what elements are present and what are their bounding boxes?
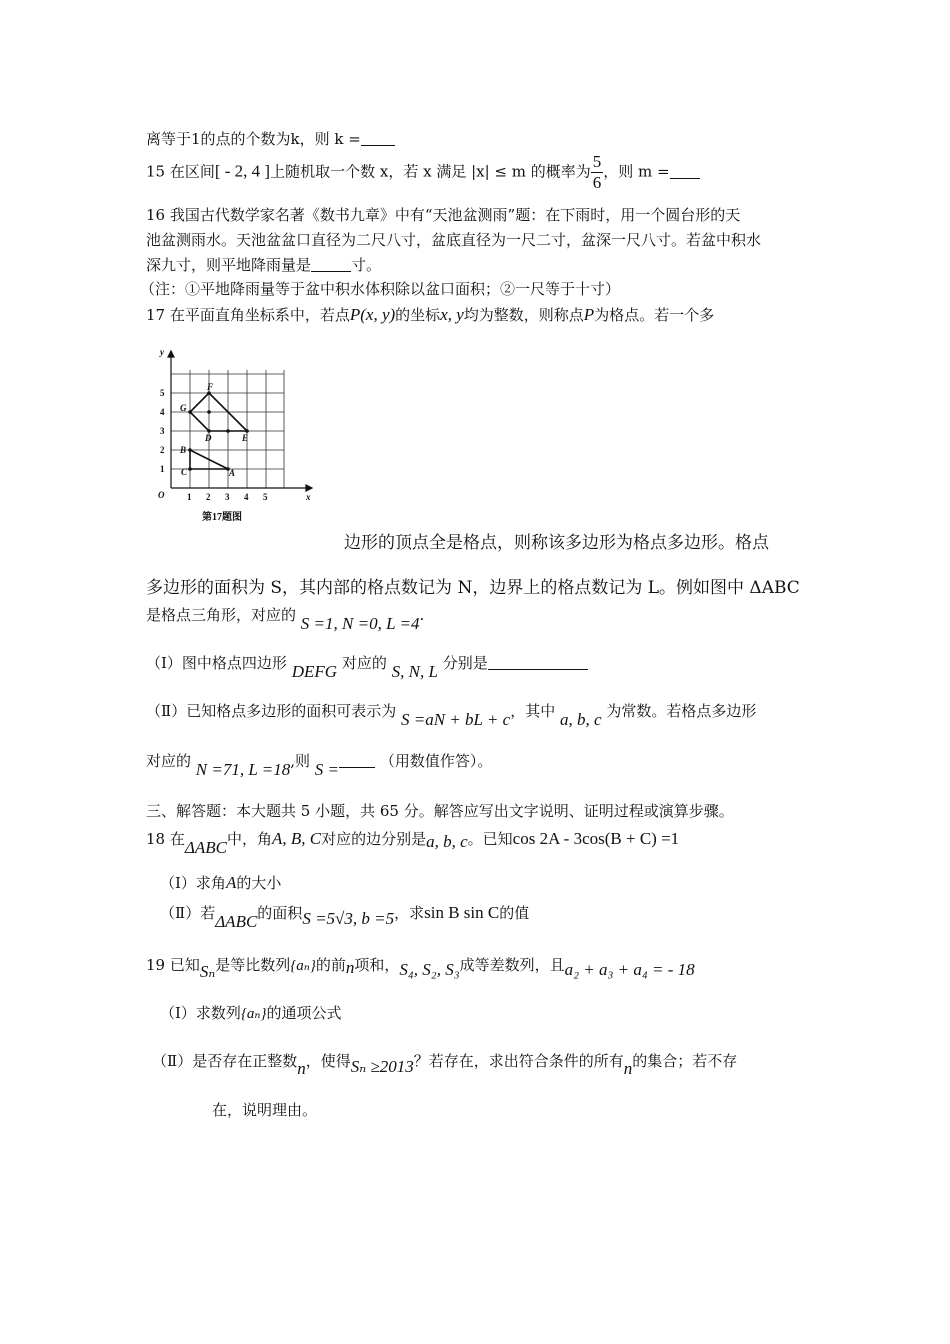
question-18: 18 在ΔABC中，角A, B, C对应的边分别是a, b, c。已知cos 2A - 3cos(B + C) =1 bbox=[146, 829, 680, 857]
point-label-d: D bbox=[205, 433, 212, 443]
x-tick-1: 1 bbox=[187, 492, 192, 502]
x-tick-2: 2 bbox=[206, 492, 211, 502]
question-16-line2: 池盆测雨水。天池盆盆口直径为二尺八寸，盆底直径为一尺二寸，盆深一尺八寸。若盆中积水 bbox=[146, 231, 762, 249]
question-17-part1: （Ⅰ）图中格点四边形 DEFG 对应的 S, N, L 分别是 bbox=[146, 652, 588, 673]
question-16-line3: 深九寸，则平地降雨量是 寸。 bbox=[146, 256, 382, 274]
section-3-heading: 三、解答题：本大题共 5 小题，共 65 分。解答应写出文字说明、证明过程或演算步骤。 bbox=[146, 802, 734, 820]
y-tick-3: 3 bbox=[160, 426, 165, 436]
answer-blank bbox=[311, 271, 351, 272]
axis-y-label: y bbox=[160, 348, 164, 357]
answer-blank bbox=[361, 145, 395, 146]
y-tick-1: 1 bbox=[160, 464, 165, 474]
lattice-figure bbox=[146, 348, 316, 526]
question-19-part2-cont: 在，说明理由。 bbox=[212, 1101, 318, 1119]
question-17-line1: 17 在平面直角坐标系中，若点P(x, y)的坐标x, y均为整数，则称点P为格点。若一个多 bbox=[146, 305, 715, 324]
y-tick-5: 5 bbox=[160, 388, 165, 398]
question-17-line2: 边形的顶点全是格点，则称该多边形为格点多边形。格点 bbox=[344, 533, 769, 553]
answer-blank bbox=[488, 669, 588, 670]
question-17-part2: （Ⅱ）已知格点多边形的面积可表示为 S =aN + bL + c，其中 a, b, c 为常数。若格点多边形 bbox=[146, 702, 757, 729]
point-label-b: B bbox=[180, 445, 187, 455]
origin-label: O bbox=[158, 490, 165, 500]
y-tick-2: 2 bbox=[160, 445, 165, 455]
axis-x-label: x bbox=[306, 492, 311, 502]
figure-caption: 第17题图 bbox=[202, 512, 242, 523]
x-tick-4: 4 bbox=[244, 492, 249, 502]
point-label-g: G bbox=[180, 403, 187, 413]
answer-blank bbox=[670, 178, 700, 179]
point-label-e: E bbox=[242, 433, 249, 443]
question-19-part2: （Ⅱ）是否存在正整数n，使得Sₙ ≥2013？若存在，求出符合条件的所有n的集合；若不存 bbox=[152, 1052, 738, 1078]
answer-blank bbox=[339, 767, 375, 768]
question-15: 15 在区间[ - 2, 4 ]上随机取一个数 x，若 x 满足 |x| ≤ m 的概率为 $\frac{5}{6}$ ，则 m = bbox=[146, 152, 700, 193]
question-18-part1: （Ⅰ）求角A的大小 bbox=[160, 873, 282, 892]
point-label-a: A bbox=[229, 468, 236, 478]
question-19-part1: （Ⅰ）求数列{aₙ}的通项公式 bbox=[160, 1004, 342, 1022]
point-label-f: F bbox=[207, 382, 214, 392]
x-tick-3: 3 bbox=[225, 492, 230, 502]
question-16-line1: 16 我国古代数学家名著《数书九章》中有“天池盆测雨”题：在下雨时，用一个圆台形的天 bbox=[146, 206, 741, 224]
question-17-part2-cont: 对应的 N =71, L =18,则 S = （用数值作答）。 bbox=[146, 752, 493, 779]
question-18-part2: （Ⅱ）若ΔABC的面积S =5√3, b =5，求sin B sin C的值 bbox=[160, 903, 530, 931]
line-14-end: 离等于1的点的个数为k，则 k = bbox=[146, 128, 395, 149]
question-19: 19 已知Sₙ是等比数列{aₙ}的前n项和，S₄, S₂, S₃成等差数列，且a₂ + a₃ + a₄ = - 18 bbox=[146, 956, 695, 981]
fraction: $\frac{5}{6}$ bbox=[592, 152, 602, 192]
question-17-line3: 多边形的面积为 S，其内部的格点数记为 N，边界上的格点数记为 L。例如图中 ΔABC bbox=[146, 578, 800, 598]
x-tick-5: 5 bbox=[263, 492, 268, 502]
question-16-note: （注：①平地降雨量等于盆中积水体积除以盆口面积；②一尺等于十寸） bbox=[140, 280, 621, 298]
question-17-line4: 是格点三角形，对应的 S =1, N =0, L =4. bbox=[146, 606, 425, 633]
point-label-c: C bbox=[181, 467, 188, 477]
y-tick-4: 4 bbox=[160, 407, 165, 417]
